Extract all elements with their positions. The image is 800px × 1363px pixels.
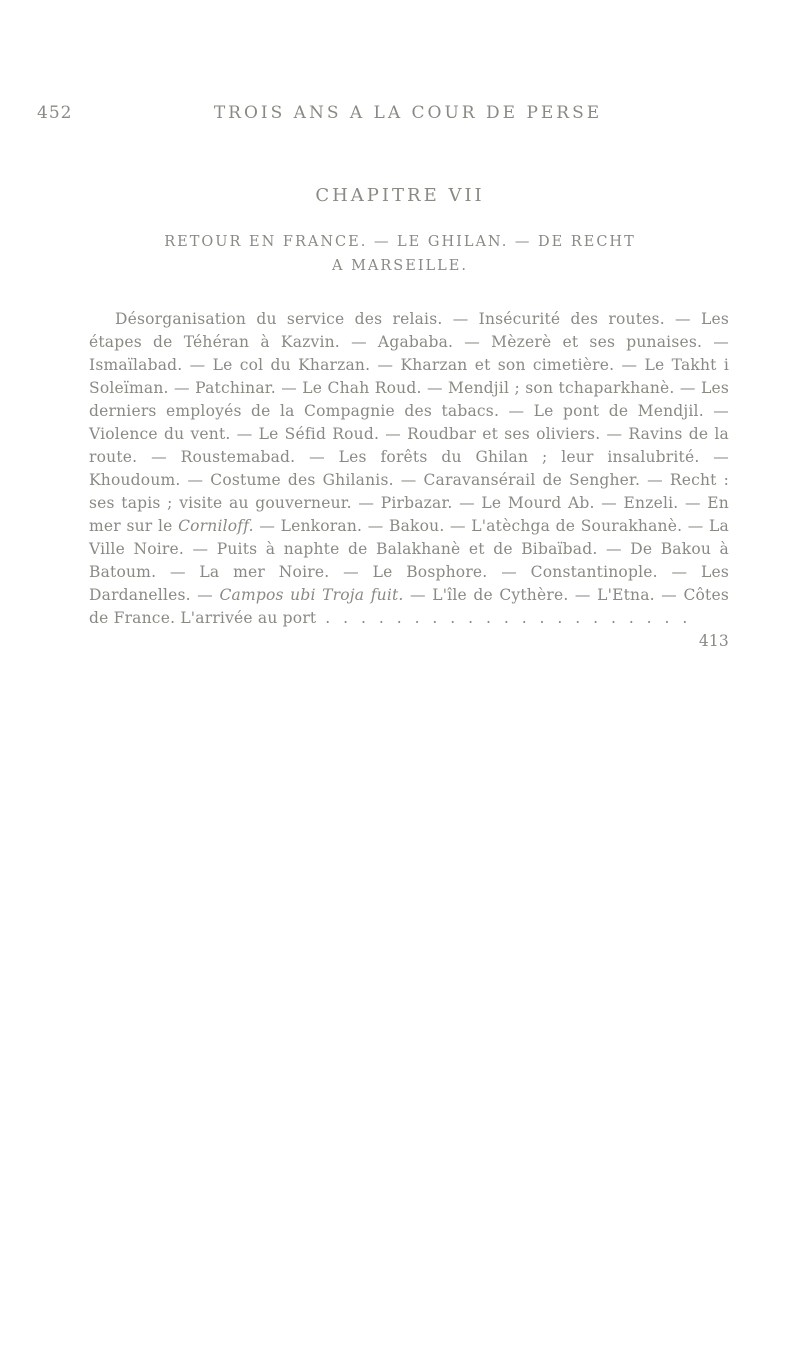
summary-italic-ship-name: Corniloff. [178, 516, 254, 535]
summary-italic-quotation: Campos ubi Troja fuit. [219, 585, 404, 604]
page-number: 452 [37, 103, 73, 123]
running-head [37, 103, 747, 127]
summary-text-3: — L'île de Cythère. — L'Etna. — Côtes de France. L'arrivée au port [89, 585, 729, 627]
chapter-summary [89, 308, 729, 653]
dot-leader: . . . . . . . . . . . . . . . . . . . . . [316, 608, 692, 627]
chapter-subtitle-line-2: A MARSEILLE. [331, 258, 468, 274]
running-title: TROIS ANS A LA COUR DE PERSE [213, 103, 603, 123]
chapter-heading: CHAPITRE VII [315, 185, 485, 206]
chapter-subtitle [120, 230, 680, 278]
summary-page-reference: 413 [698, 631, 729, 650]
summary-text-1: Désorganisation du service des relais. — Insécurité des routes. — Les étapes de Téhéran à Kazvin. — Agababa. — Mèzerè et ses punaises. — Ismaïlabad. — Le col du Kharzan. — Kharzan et son cimetière. — Le Takht i Soleïman. — Patchinar. — Le Chah Roud. — Mendjil ; son tchaparkhanè. — Les derniers employés de la Compagnie des tabacs. — Le pont de Mendjil. — Violence du vent. — Le Séfid Roud. — Roudbar et ses oliviers. — Ravins de la route. — Roustemabad. — Les forêts du Ghilan ; leur insalubrité. — Khoudoum. — Costume des Ghilanis. — Caravansérail de Sengher. — Recht : ses tapis ; visite au gouverneur. — Pirbazar. — Le Mourd Ab. — Enzeli. — En mer sur le [89, 309, 729, 535]
chapter-subtitle-line-1: RETOUR EN FRANCE. — LE GHILAN. — DE RECHT [164, 234, 636, 250]
summary-text-2: — Lenkoran. — Bakou. — L'atèchga de Sourakhanè. — La Ville Noire. — Puits à naphte de Balakhanè et de Bibaïbad. — De Bakou à Batoum. — La mer Noire. — Le Bosphore. — Constantinople. — Les Dardanelles. — [89, 516, 729, 604]
